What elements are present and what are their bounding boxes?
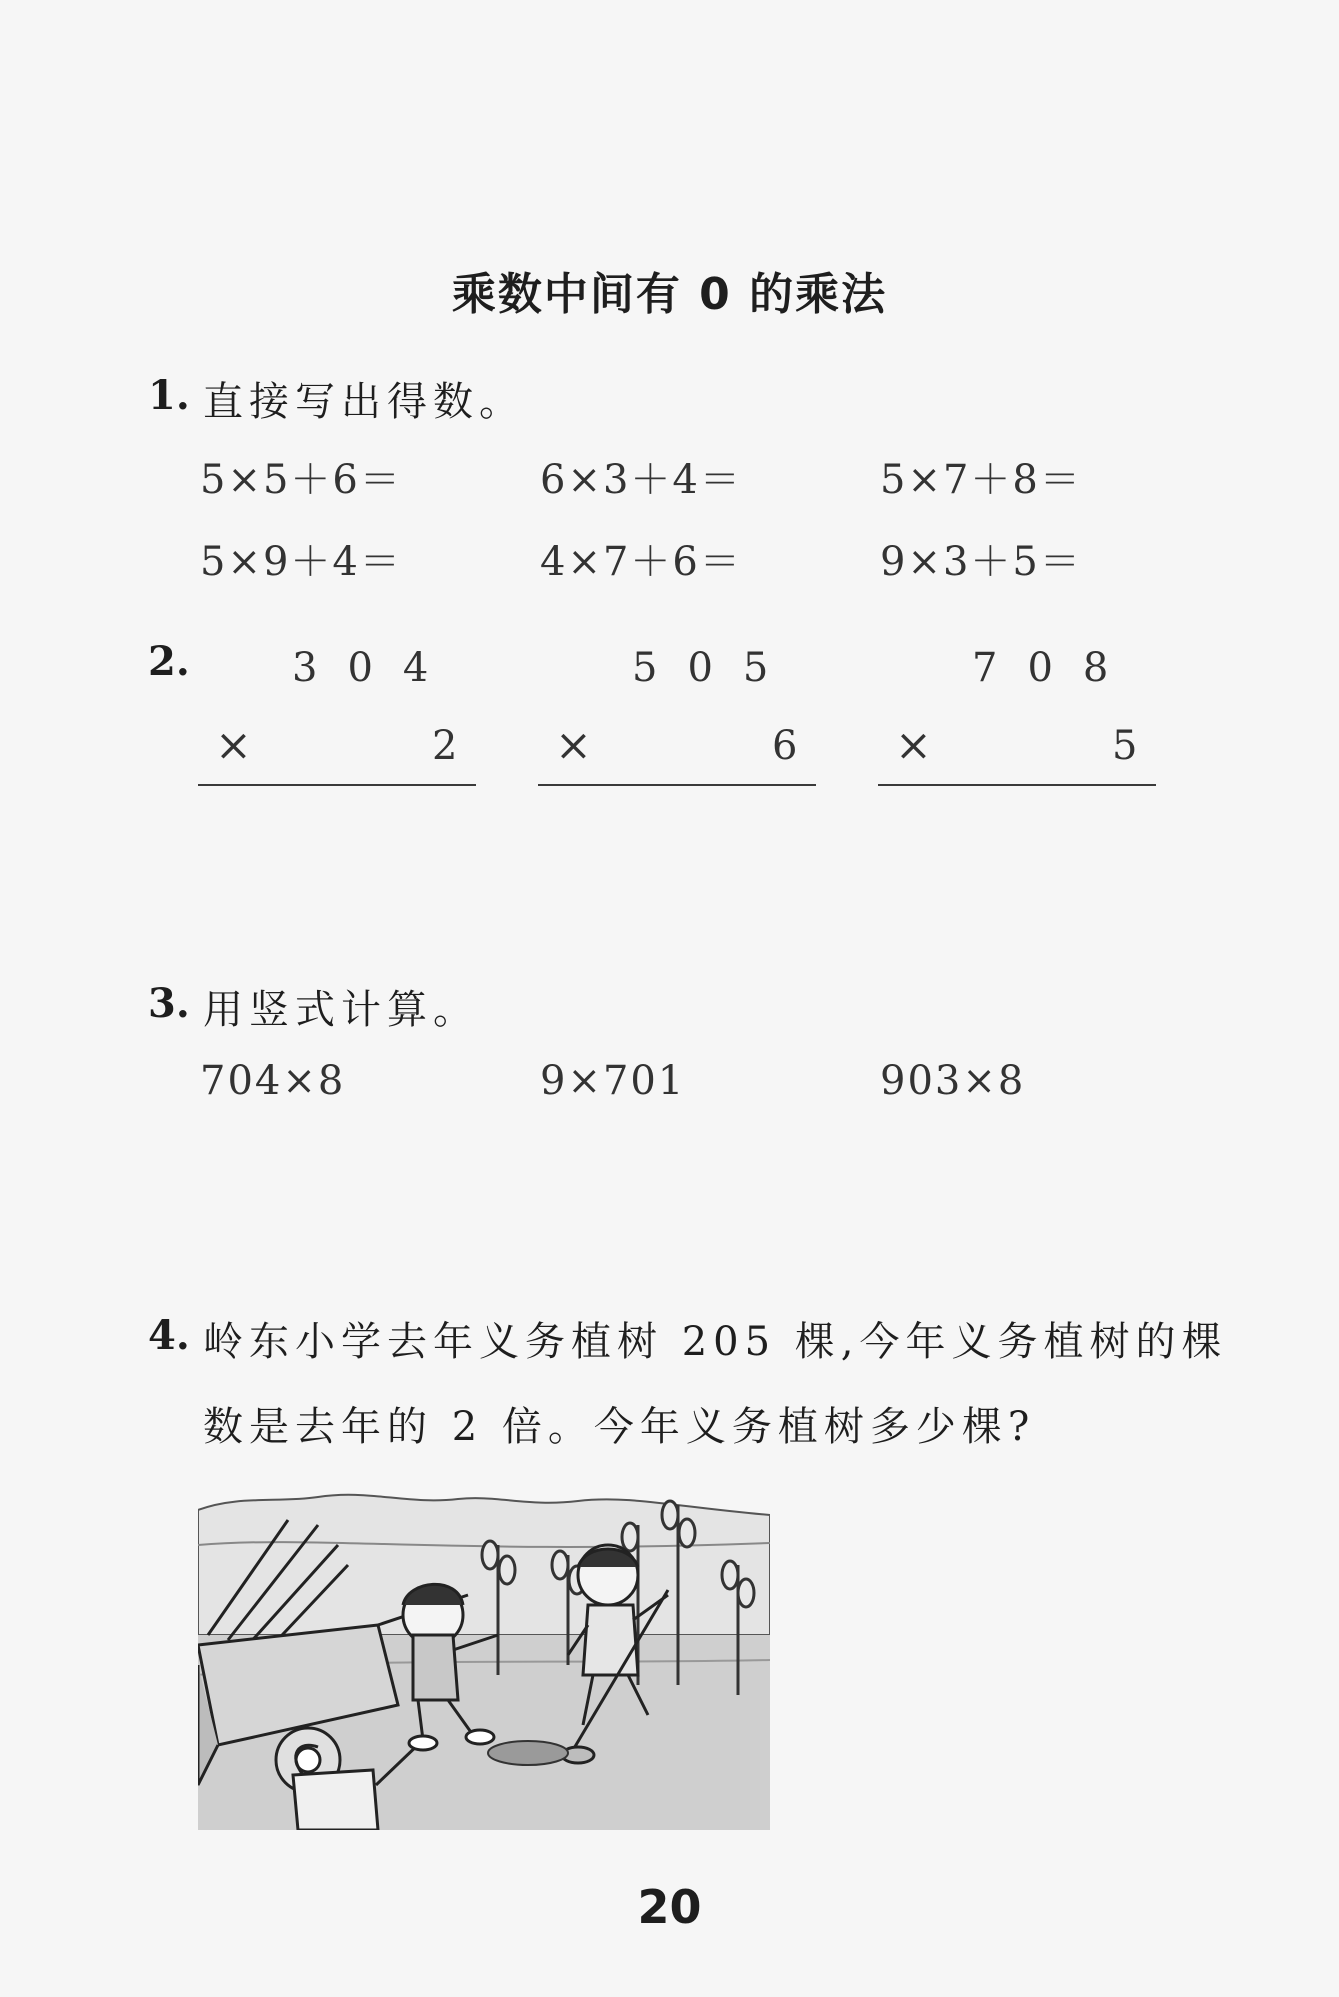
q2-problem-3-bottom: 5 — [1112, 723, 1168, 769]
tree-planting-illustration — [198, 1485, 770, 1830]
q4-line-1: 岭东小学去年义务植树 205 棵,今年义务植树的棵 — [203, 1319, 1228, 1365]
q2-problem-3-answer-line — [878, 784, 1156, 786]
q1-expr-5: 4×7＋6＝ — [540, 539, 742, 585]
q1-expr-3: 5×7＋8＝ — [880, 457, 1082, 503]
page-number: 20 — [637, 1880, 702, 1934]
q1-expr-6: 9×3＋5＝ — [880, 539, 1082, 585]
q4-line-2: 数是去年的 2 倍。今年义务植树多少棵? — [203, 1404, 1036, 1450]
q2-problem-1-times: × — [215, 720, 252, 771]
q2-number: 2. — [148, 638, 190, 685]
page-title: 乘数中间有 0 的乘法 — [451, 269, 888, 320]
q3-item-2: 9×701 — [540, 1058, 686, 1104]
q1-expr-4: 5×9＋4＝ — [200, 539, 402, 585]
q2-problem-1-top: 304 — [292, 645, 459, 691]
q3-text: 用竖式计算。 — [203, 987, 479, 1033]
q1-expr-1: 5×5＋6＝ — [200, 457, 402, 503]
q2-problem-2-times: × — [555, 720, 592, 771]
q4-number: 4. — [148, 1312, 190, 1359]
q2-problem-3-times: × — [895, 720, 932, 771]
q2-problem-3-top: 708 — [972, 645, 1139, 691]
q1-expr-2: 6×3＋4＝ — [540, 457, 742, 503]
q3-item-3: 903×8 — [880, 1058, 1026, 1104]
q3-item-1: 704×8 — [200, 1058, 346, 1104]
q3-number: 3. — [148, 980, 190, 1027]
q2-problem-2-answer-line — [538, 784, 816, 786]
q2-problem-1-bottom: 2 — [432, 723, 488, 769]
q2-problem-2-bottom: 6 — [772, 723, 828, 769]
q1-number: 1. — [148, 372, 190, 419]
q1-text: 直接写出得数。 — [203, 379, 525, 425]
q2-problem-2-top: 505 — [632, 645, 799, 691]
q2-problem-1-answer-line — [198, 784, 476, 786]
